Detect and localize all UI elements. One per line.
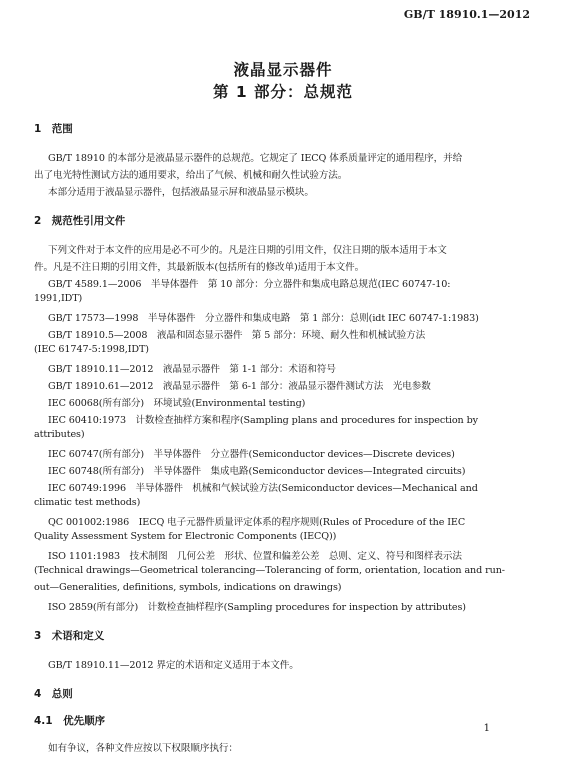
reference-line: attributes) bbox=[34, 429, 85, 440]
reference-line: ISO 1101:1983 技术制图 几何公差 形状、位置和偏差公差 总则、定义、符号和图样表示法 bbox=[48, 551, 462, 562]
section-3-heading: 3 术语和定义 bbox=[34, 630, 105, 642]
reference-line: IEC 60749:1996 半导体器件 机械和气候试验方法(Semiconductor devices—Mechanical and bbox=[48, 483, 478, 494]
section-4-1-paragraph: 如有争议，各种文件应按以下权限顺序执行： bbox=[48, 743, 238, 754]
section-2-heading: 2 规范性引用文件 bbox=[34, 215, 126, 227]
reference-line: 下列文件对于本文件的应用是必不可少的。凡是注日期的引用文件，仅注日期的版本适用于本文 bbox=[48, 245, 447, 256]
reference-line: ISO 2859(所有部分) 计数检查抽样程序(Sampling procedures for inspection by attributes) bbox=[48, 602, 466, 613]
reference-line: IEC 60068(所有部分) 环境试验(Environmental testing) bbox=[48, 398, 306, 409]
reference-line: (IEC 61747-5:1998,IDT) bbox=[34, 344, 149, 355]
reference-line: GB/T 17573—1998 半导体器件 分立器件和集成电路 第 1 部分：总则(idt IEC 60747-1:1983) bbox=[48, 313, 479, 324]
reference-line: climatic test methods) bbox=[34, 497, 141, 508]
reference-line: IEC 60410:1973 计数检查抽样方案和程序(Sampling plans and procedures for inspection by bbox=[48, 415, 478, 426]
reference-line: Quality Assessment System for Electronic Components (IECQ)) bbox=[34, 531, 337, 542]
document-title: 液晶显示器件 bbox=[233, 61, 333, 79]
reference-line: 件。凡是不注日期的引用文件，其最新版本(包括所有的修改单)适用于本文件。 bbox=[34, 262, 365, 273]
section-3-paragraph: GB/T 18910.11—2012 界定的术语和定义适用于本文件。 bbox=[48, 660, 299, 671]
section-1-heading: 1 范围 bbox=[34, 123, 73, 135]
reference-line: GB/T 18910.11—2012 液晶显示器件 第 1-1 部分：术语和符号 bbox=[48, 364, 336, 375]
section-4-heading: 4 总则 bbox=[34, 688, 73, 700]
reference-line: IEC 60747(所有部分) 半导体器件 分立器件(Semiconductor devices—Discrete devices) bbox=[48, 449, 455, 460]
reference-line: GB/T 18910.61—2012 液晶显示器件 第 6-1 部分：液晶显示器件测试方法 光电参数 bbox=[48, 381, 431, 392]
reference-line: GB/T 4589.1—2006 半导体器件 第 10 部分：分立器件和集成电路总规范(IEC 60747-10: bbox=[48, 279, 451, 290]
reference-line: 1991,IDT) bbox=[34, 293, 83, 304]
reference-line: QC 001002:1986 IECQ 电子元器件质量评定体系的程序规则(Rules of Procedure of the IEC bbox=[48, 517, 466, 528]
section-1-paragraph: GB/T 18910 的本部分是液晶显示器件的总规范。它规定了 IECQ 体系质量评定的通用程序，并给 bbox=[48, 153, 463, 164]
page-number: 1 bbox=[483, 723, 490, 734]
reference-line: GB/T 18910.5—2008 液晶和固态显示器件 第 5 部分：环境、耐久性和机械试验方法 bbox=[48, 330, 426, 341]
standard-number-header: GB/T 18910.1—2012 bbox=[403, 8, 530, 21]
reference-line: out—Generalities, definitions, symbols, indications on drawings) bbox=[34, 582, 342, 593]
reference-line: IEC 60748(所有部分) 半导体器件 集成电路(Semiconductor devices—Integrated circuits) bbox=[48, 466, 466, 477]
reference-line: (Technical drawings—Geometrical tolerancing—Tolerancing of form, orientation, location and run- bbox=[34, 565, 505, 576]
section-1-paragraph: 出了电光特性测试方法的通用要求，给出了气候、机械和耐久性试验方法。 bbox=[34, 170, 348, 181]
section-1-paragraph: 本部分适用于液晶显示器件，包括液晶显示屏和液晶显示模块。 bbox=[48, 187, 314, 198]
section-4-1-heading: 4.1 优先顺序 bbox=[34, 715, 106, 727]
document-subtitle: 第 1 部分：总规范 bbox=[212, 83, 354, 101]
